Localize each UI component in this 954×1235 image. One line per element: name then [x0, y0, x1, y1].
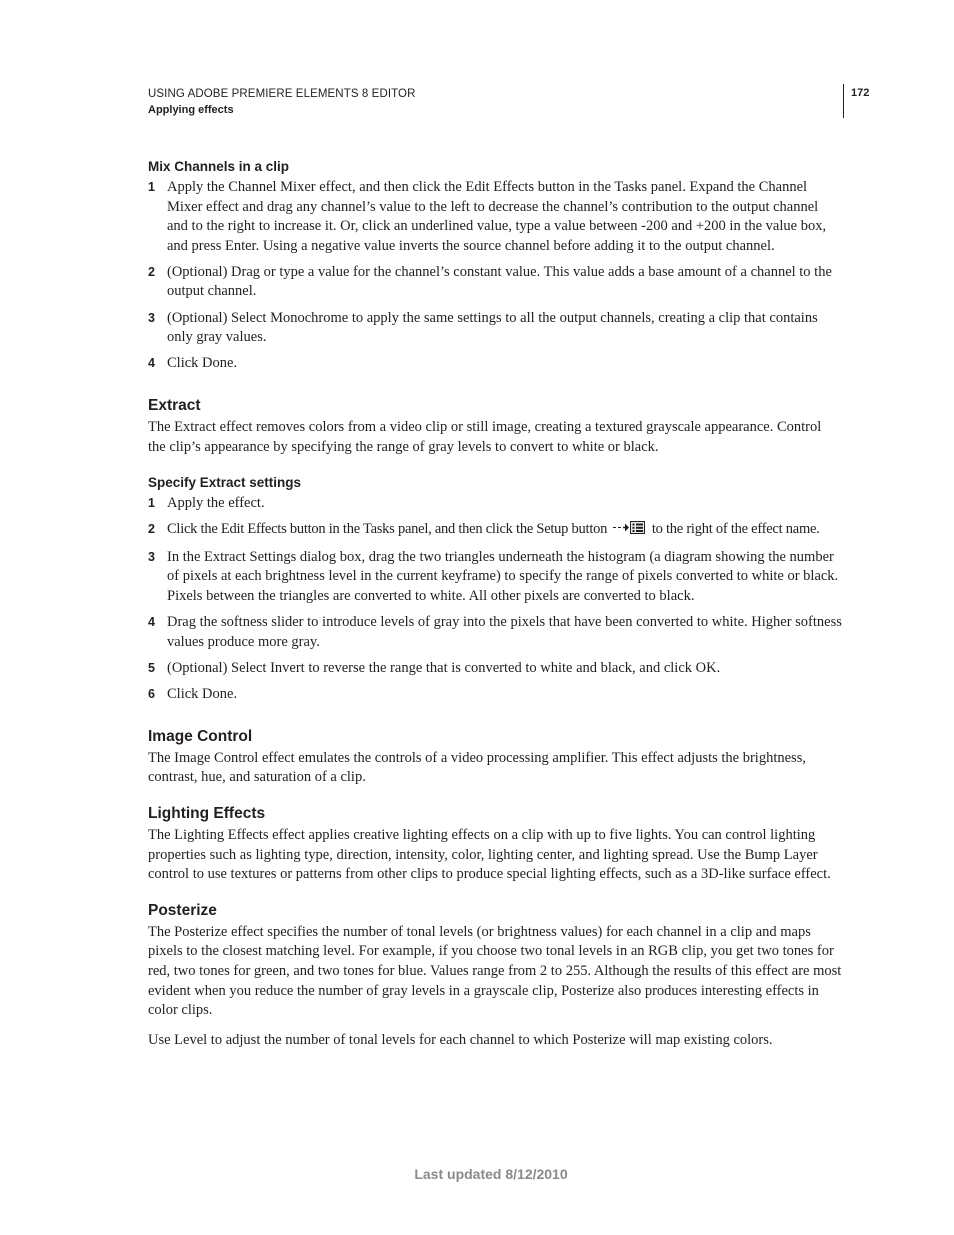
- step-number: 3: [148, 549, 155, 564]
- step-text: Drag the softness slider to introduce levels of gray into the pixels that have been converted to white. Higher softness values produce more gray.: [167, 614, 842, 650]
- extract-steps: [148, 494, 842, 705]
- extract-settings-heading: Specify Extract settings: [148, 474, 302, 490]
- page-number: 172: [851, 87, 870, 99]
- extract-heading: Extract: [148, 397, 201, 415]
- list-item: [148, 685, 842, 705]
- posterize-heading: Posterize: [148, 901, 217, 919]
- step-text: (Optional) Select Invert to reverse the range that is converted to white and black, and click OK.: [167, 659, 721, 676]
- step-number: 2: [148, 521, 155, 536]
- list-item: [148, 354, 842, 374]
- running-header-section: Applying effects: [148, 104, 234, 116]
- lighting-effects-body: The Lighting Effects effect applies creative lighting effects on a clip with up to five lights. You can control lighting properties such as lighting type, direction, intensity, color, lighting center, and lighting spread. Use the Bump Layer control to use textures or patterns from other clips to produce special lighting effects, such as a 3D-like surface effect.: [148, 827, 831, 883]
- step-text: (Optional) Select Monochrome to apply the same settings to all the output channels, creating a clip that contains only gray values.: [167, 309, 818, 346]
- extract-body: The Extract effect removes colors from a video clip or still image, creating a textured grayscale appearance. Control the clip’s appearance by specifying the range of gray levels to convert to white or black.: [148, 419, 822, 455]
- posterize-body-level: Use Level to adjust the number of tonal levels for each channel to which Posterize will map existing colors.: [148, 1031, 773, 1048]
- list-item: [148, 263, 842, 302]
- step-text: Click the Edit Effects button in the Tasks panel, and then click the Setup button: [167, 520, 608, 537]
- step-number: 3: [148, 310, 155, 325]
- step-text: (Optional) Drag or type a value for the channel’s constant value. This value adds a base amount of a channel to the output channel.: [167, 263, 832, 300]
- step-number: 6: [148, 686, 155, 701]
- list-item: [148, 613, 842, 652]
- posterize-body: The Posterize effect specifies the number of tonal levels (or brightness values) for each channel in a clip and maps pixels to the closest matching level. For example, if you choose two tonal levels in an RGB clip, you get two tones for red, two tones for green, and two tones for blue. Values range from 2 to 255. Although the results of this effect are most evident when you reduce the number of gray levels in a grayscale clip, Posterize also produces interesting effects in color clips.: [148, 923, 842, 1019]
- list-item: [148, 520, 842, 542]
- step-number: 1: [148, 180, 155, 194]
- step-text: Click Done.: [167, 355, 238, 372]
- step-number: 1: [148, 495, 155, 510]
- list-item: [148, 548, 842, 607]
- list-item: [148, 309, 842, 348]
- list-item: [148, 659, 842, 679]
- image-control-body: The Image Control effect emulates the controls of a video processing amplifier. This effect adjusts the brightness, contrast, hue, and saturation of a clip.: [148, 749, 806, 786]
- step-number: 4: [148, 615, 155, 629]
- step-text: to the right of the effect name.: [651, 520, 820, 537]
- header-divider: [843, 84, 844, 118]
- step-number: 2: [148, 264, 155, 279]
- page-content: [148, 157, 842, 1050]
- mix-channels-steps: [148, 178, 842, 374]
- list-item: [148, 178, 842, 256]
- step-text: Apply the effect.: [167, 494, 265, 511]
- step-number: 4: [148, 356, 155, 371]
- mix-channels-heading: Mix Channels in a clip: [148, 159, 290, 174]
- page-footer: Last updated 8/12/2010: [414, 1166, 568, 1182]
- step-text: Apply the Channel Mixer effect, and then click the Edit Effects button in the Tasks panel. Expand the Channel Mixer effect and drag any channel’s value to the left to decrease the channel’s contribution to the output channel and to the right to increase it. Or, click an underlined value, type a value between -200 and +200 in the value box, and press Enter. Using a negative value inverts the source channel before adding it to the output channel.: [167, 179, 827, 254]
- image-control-heading: Image Control: [148, 727, 253, 745]
- lighting-effects-heading: Lighting Effects: [148, 805, 266, 823]
- step-number: 5: [148, 660, 155, 675]
- step-text: Click Done.: [167, 685, 238, 702]
- step-text: In the Extract Settings dialog box, drag the two triangles underneath the histogram (a diagram showing the number of pixels at each brightness level in the current keyframe) to specify the range of pixels converted to white or black. Pixels between the triangles are converted to white. All other pixels are converted to black.: [167, 548, 839, 604]
- running-header-title: USING ADOBE PREMIERE ELEMENTS 8 EDITOR: [148, 88, 416, 100]
- setup-button-icon: [612, 520, 646, 542]
- list-item: [148, 494, 842, 514]
